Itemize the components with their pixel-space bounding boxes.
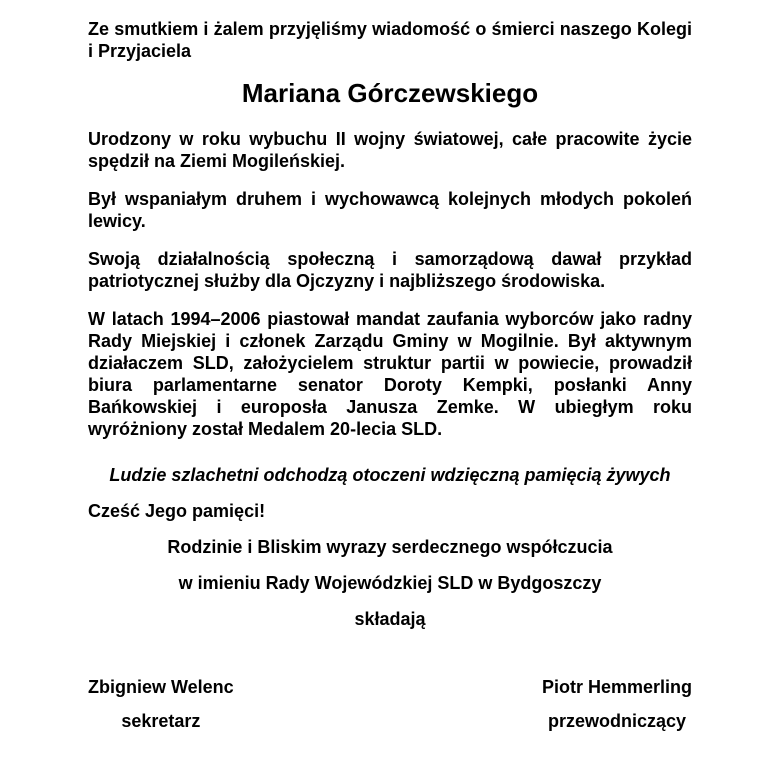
submitted-by-line: składają <box>354 609 426 629</box>
signature-secretary-title: sekretarz <box>121 711 201 731</box>
biography-paragraph-career: W latach 1994–2006 piastował mandat zaufania wyborców jako radny Rady Miejskiej i członek Zarządu Gminy w Mogilnie. Był aktywnym działaczem SLD, założycielem struktur partii w powiecie, prowadził biura parlamentarne senator Doroty Kempki, posłanki Anny Bańkowskiej i europosła Janusza Zemke. W ubiegłym roku wyróżniony został Medalem 20-lecia SLD. <box>88 309 692 439</box>
signature-chairman <box>542 676 692 732</box>
signature-chairman-name: Piotr Hemmerling <box>541 677 692 697</box>
signature-secretary <box>88 676 234 732</box>
signature-secretary-name: Zbigniew Welenc <box>88 677 234 697</box>
intro-paragraph: Ze smutkiem i żalem przyjęliśmy wiadomość o śmierci naszego Kolegi i Przyjaciela <box>88 19 692 61</box>
tribute-line: Cześć Jego pamięci! <box>88 501 266 521</box>
condolence-line: Rodzinie i Bliskim wyrazy serdecznego współczucia <box>167 537 613 557</box>
signature-block <box>88 676 692 732</box>
biography-paragraph-mentor: Był wspaniałym druhem i wychowawcą kolejnych młodych pokoleń lewicy. <box>88 189 692 231</box>
deceased-name-heading: Mariana Górczewskiego <box>241 78 539 108</box>
biography-paragraph-service: Swoją działalnością społeczną i samorządową dawał przykład patriotycznej służby dla Ojczyzny i najbliższego środowiska. <box>88 249 692 291</box>
biography-paragraph-birth: Urodzony w roku wybuchu II wojny światowej, całe pracowite życie spędził na Ziemi Mogileńskiej. <box>88 129 692 171</box>
signature-chairman-title: przewodniczący <box>547 711 686 731</box>
epitaph-line: Ludzie szlachetni odchodzą otoczeni wdzięczną pamięcią żywych <box>109 465 671 485</box>
on-behalf-line: w imieniu Rady Wojewódzkiej SLD w Bydgoszczy <box>178 573 602 593</box>
